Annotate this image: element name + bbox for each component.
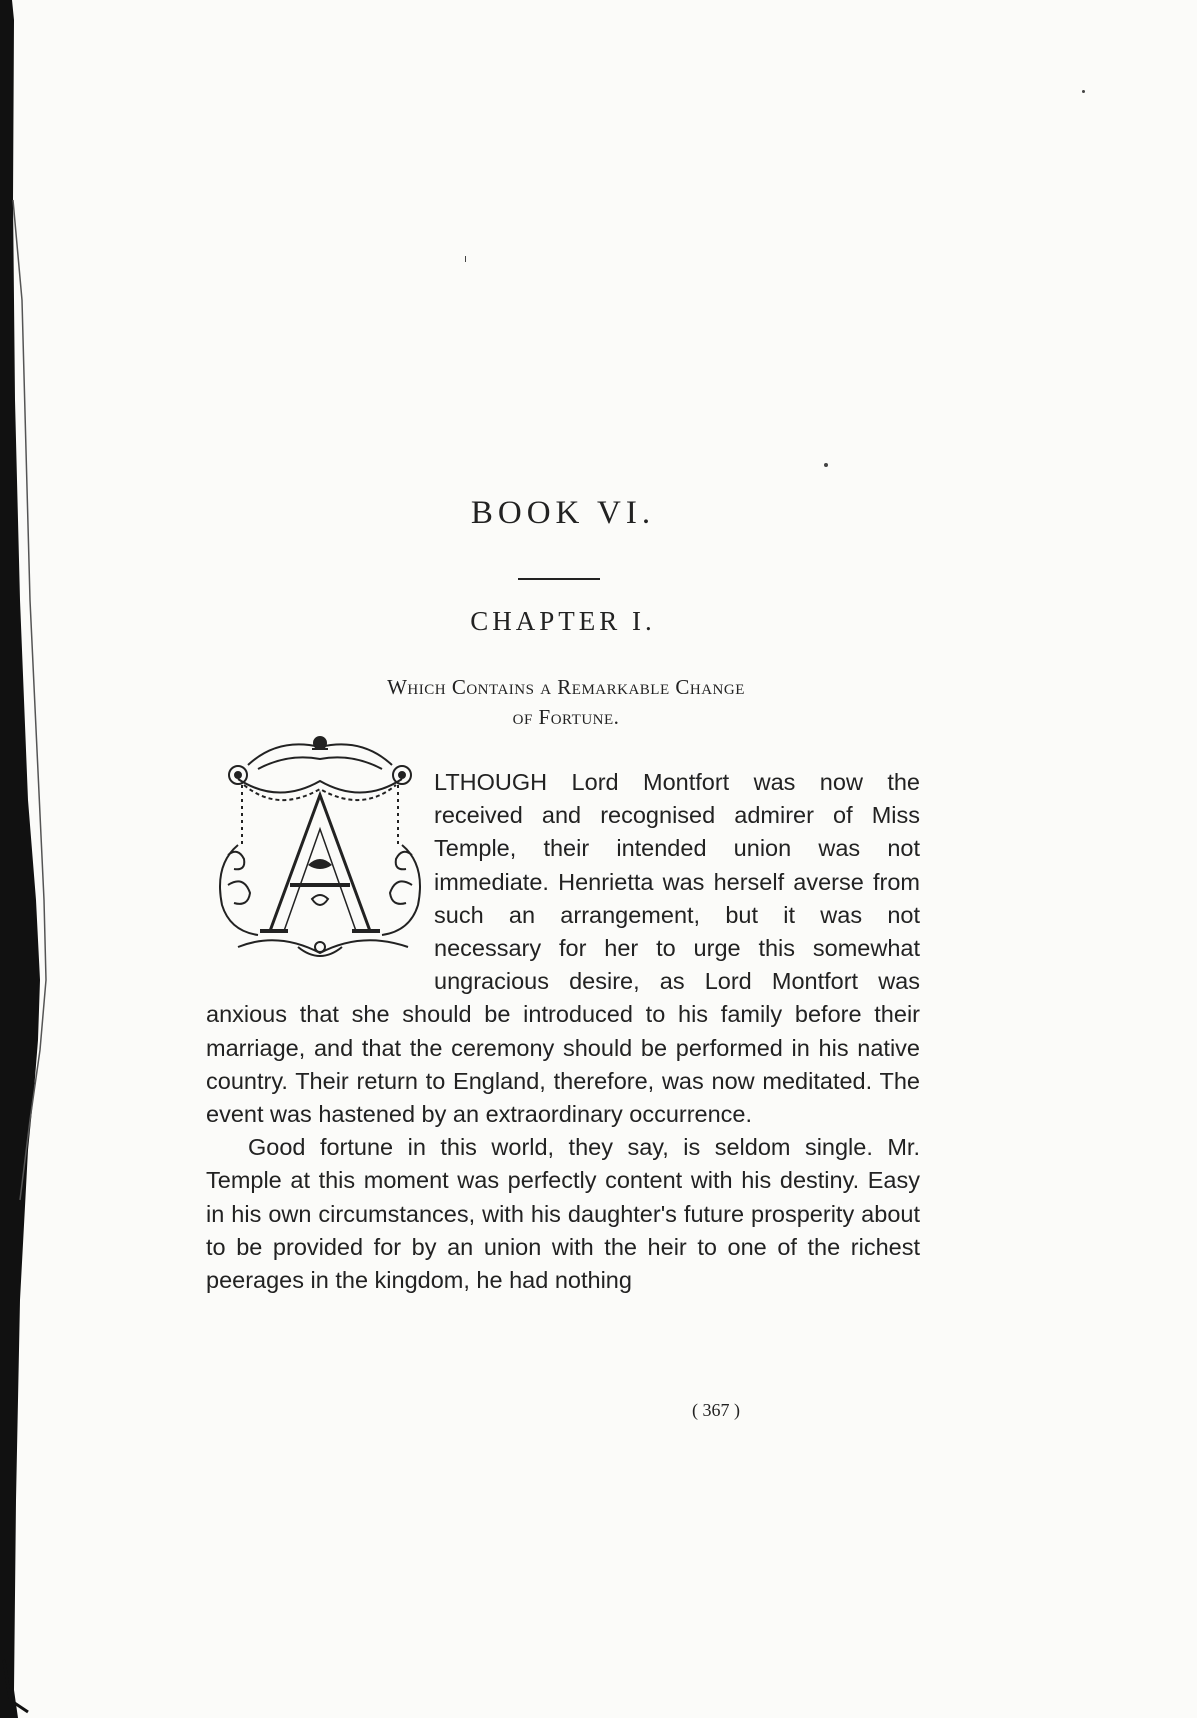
chapter-subtitle	[276, 672, 856, 732]
paragraph-1-text: LTHOUGH Lord Montfort was now the received and recognised admirer of Miss Temple, their intended union was not immediate. Henrietta was herself averse from such an arrangement, but it was not necessary for her to urge this somewhat ungracious desire, as Lord Montfort was anxious that she should be introduced to his family before their marriage, and that the ceremony should be performed in his native country. Their return to England, therefore, was now meditated. The event was hastened by an extraordinary occurrence.	[206, 769, 920, 1128]
chapter-heading: CHAPTER I.	[470, 606, 656, 636]
book-binding-edge	[0, 0, 48, 1718]
body-text	[206, 766, 920, 1297]
heading-rule	[518, 578, 600, 580]
scan-speck	[1082, 90, 1085, 93]
page-number: ( 367 )	[692, 1400, 740, 1420]
book-heading: BOOK VI.	[470, 495, 656, 531]
drop-cap-space	[206, 766, 434, 991]
chapter-subtitle-line2: of Fortune.	[512, 705, 620, 729]
paragraph-1	[206, 766, 920, 1131]
chapter-subtitle-line1: Which Contains a Remarkable Change	[387, 675, 745, 699]
book-page	[206, 0, 920, 1718]
paragraph-2: Good fortune in this world, they say, is seldom single. Mr. Temple at this moment was perfectly content with his destiny. Easy in his own circumstances, with his daughter's future prosperity about to be provided for by an union with the heir to one of the richest peerages in the kingdom, he had nothing	[206, 1134, 920, 1294]
